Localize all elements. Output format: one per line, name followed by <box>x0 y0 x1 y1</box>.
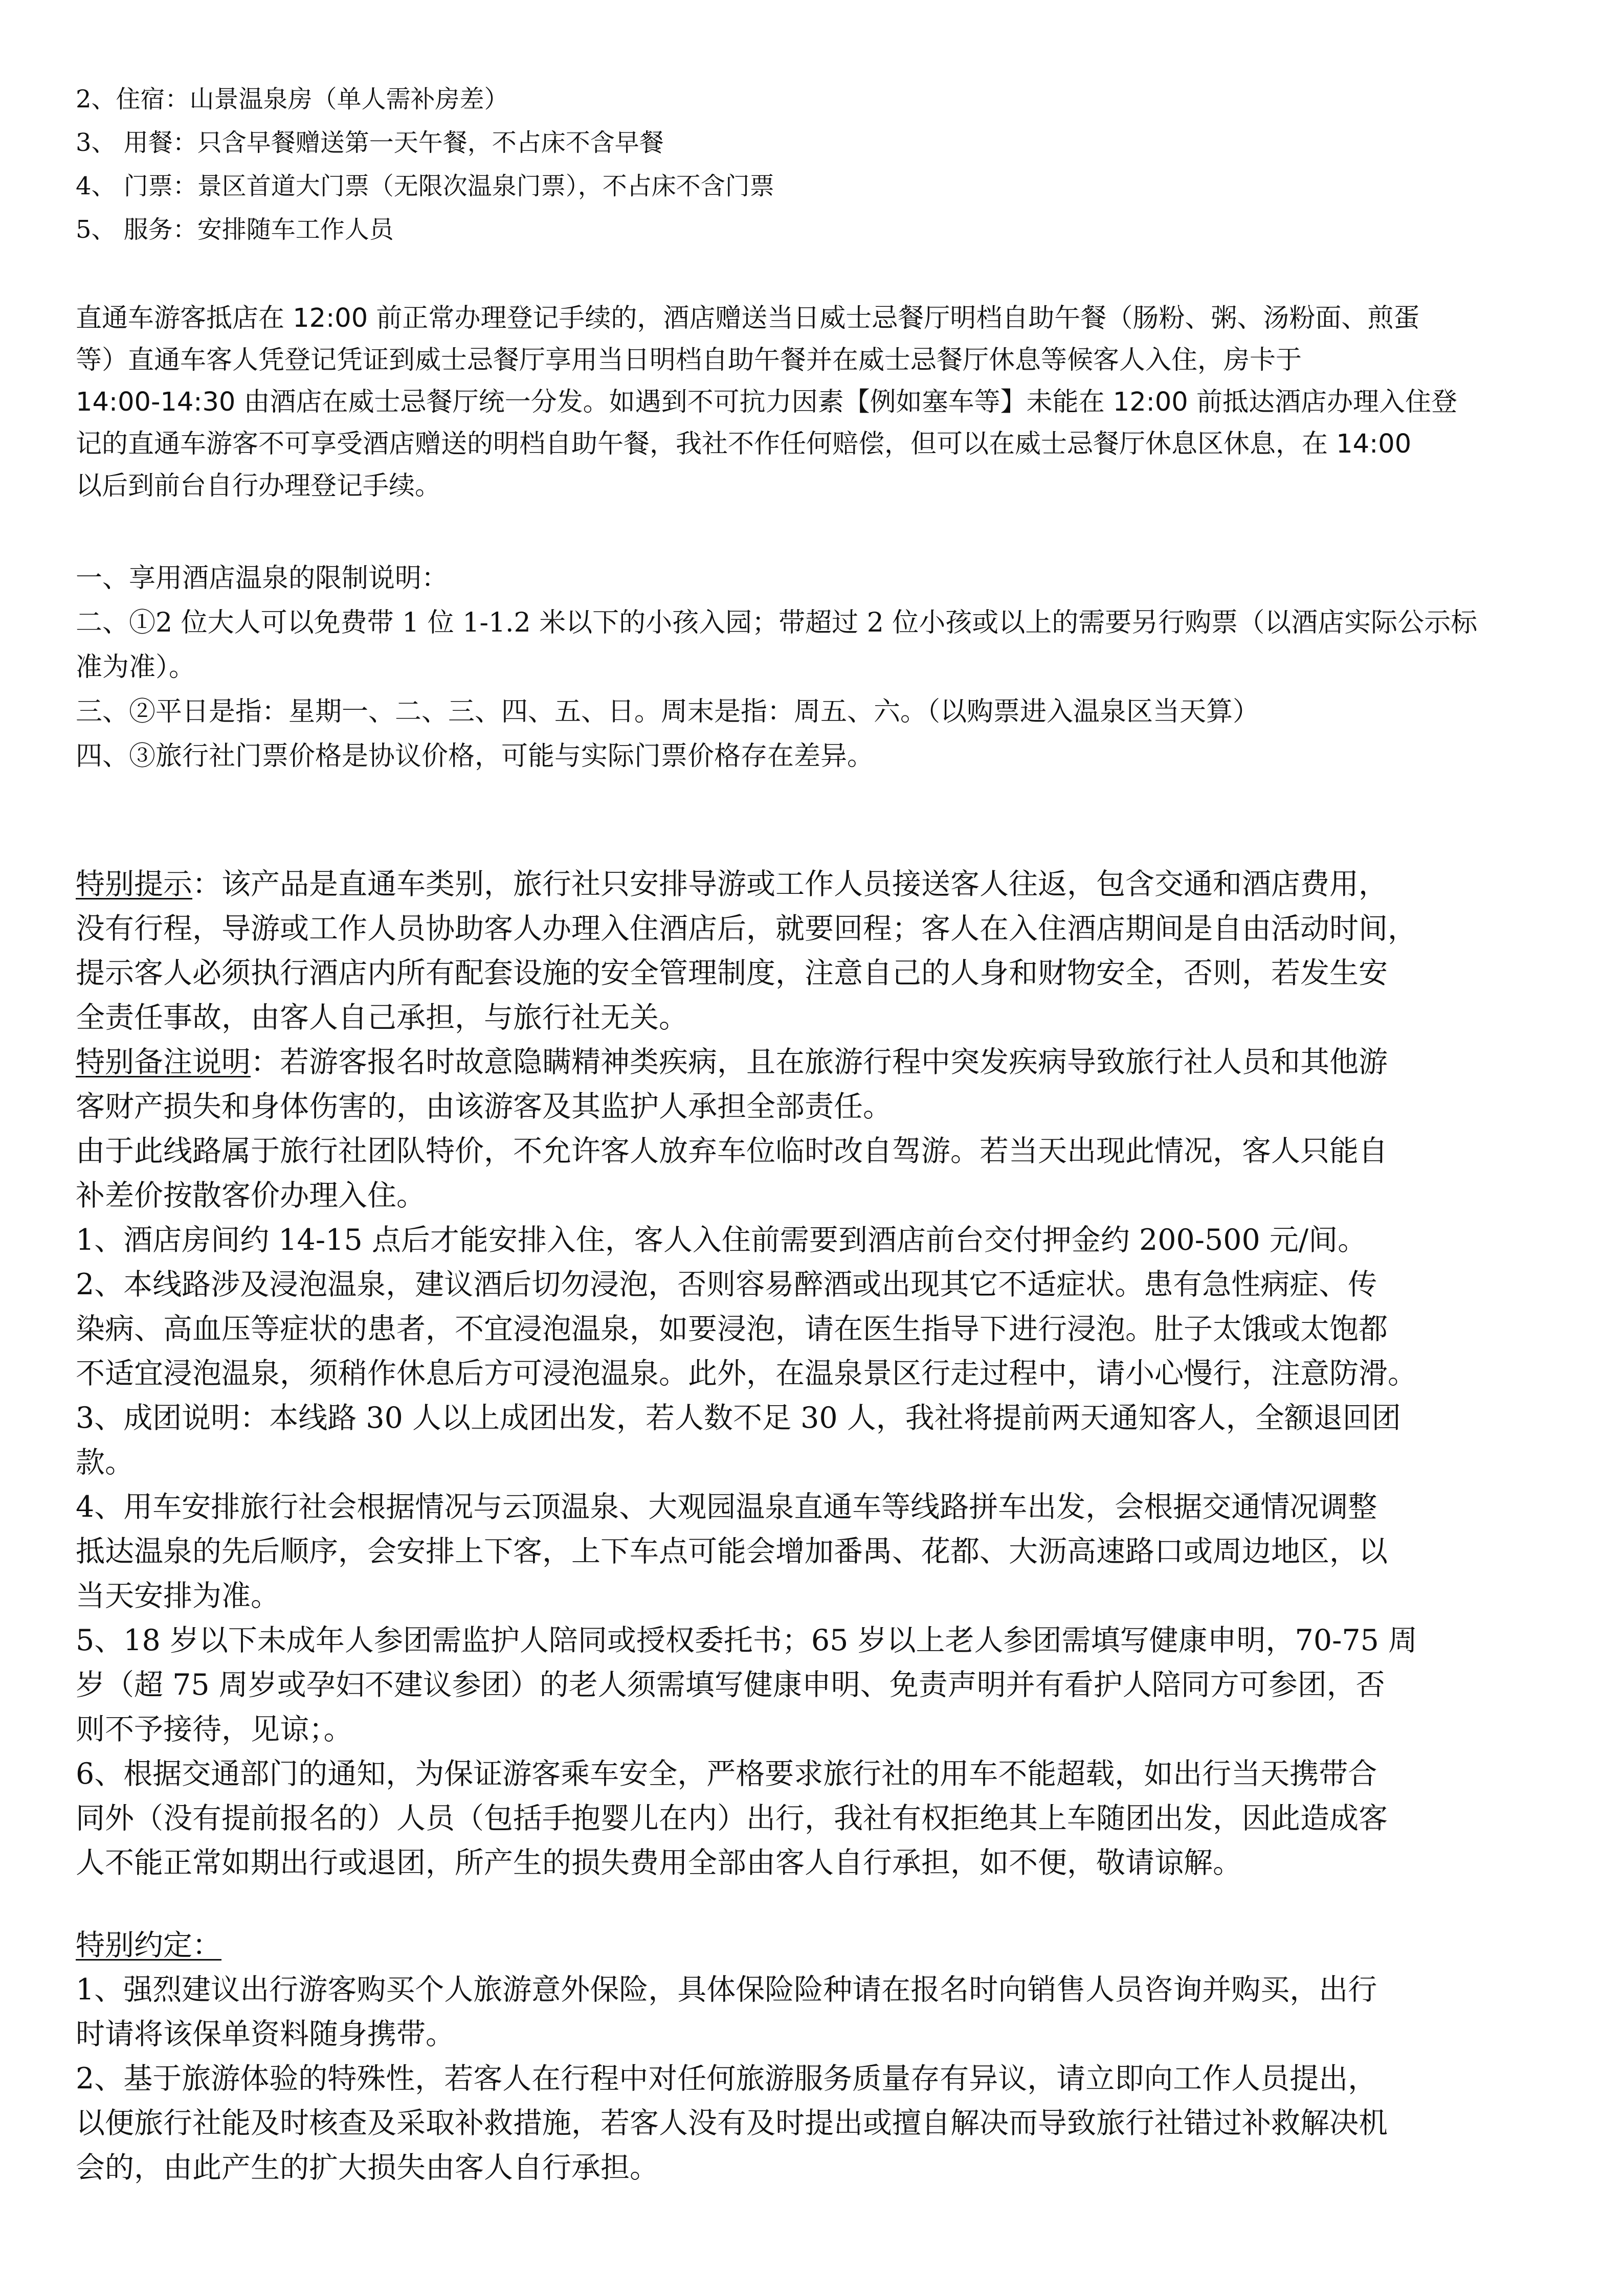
special-notice-heading: 特别提示 <box>76 867 192 901</box>
lunch-notice-line: 以后到前台自行办理登记手续。 <box>76 471 441 501</box>
special-remarks-text: ：若游客报名时故意隐瞒精神类疾病，且在旅游行程中突发疾病导致旅行社人员和其他游 <box>251 1045 1388 1079</box>
special-notice-line: 全责任事故，由客人自己承担，与旅行社无关。 <box>76 1001 688 1034</box>
special-remarks-line: 同外（没有提前报名的）人员（包括手抱婴儿在内）出行，我社有权拒绝其上车随团出发，因此造成客 <box>76 1802 1388 1835</box>
hot-spring-rule-line: 准为准）。 <box>76 652 196 683</box>
special-remarks-line: 染病、高血压等症状的患者，不宜浸泡温泉，如要浸泡，请在医生指导下进行浸泡。肚子太饿或太饱都 <box>76 1312 1388 1346</box>
special-remarks-line: 1、酒店房间约 14-15 点后才能安排入住，客人入住前需要到酒店前台交付押金约 200-500 元/间。 <box>76 1223 1367 1257</box>
special-remarks-line: 3、成团说明：本线路 30 人以上成团出发，若人数不足 30 人，我社将提前两天通知客人，全额退回团 <box>76 1401 1401 1435</box>
special-notice-text: ：该产品是直通车类别，旅行社只安排导游或工作人员接送客人往返，包含交通和酒店费用， <box>192 867 1388 901</box>
included-item: 4、 门票：景区首道大门票（无限次温泉门票），不占床不含门票 <box>76 172 774 200</box>
included-item: 5、 服务：安排随车工作人员 <box>76 215 394 244</box>
special-remarks-line: 4、用车安排旅行社会根据情况与云顶温泉、大观园温泉直通车等线路拼车出发，会根据交通情况调整 <box>76 1490 1377 1524</box>
special-agreement-line: 时请将该保单资料随身携带。 <box>76 2017 455 2051</box>
hot-spring-rule-line: 三、②平日是指：星期一、二、三、四、五、日。周末是指：周五、六。（以购票进入温泉区当天算） <box>76 696 1260 727</box>
special-remarks-line: 6、根据交通部门的通知，为保证游客乘车安全，严格要求旅行社的用车不能超载，如出行当天携带合 <box>76 1757 1377 1791</box>
special-remarks-line: 2、本线路涉及浸泡温泉，建议酒后切勿浸泡，否则容易醉酒或出现其它不适症状。患有急性病症、传 <box>76 1268 1377 1301</box>
special-remarks-line: 5、18 岁以下未成年人参团需监护人陪同或授权委托书；65 岁以上老人参团需填写健康申明，70-75 周 <box>76 1624 1417 1657</box>
special-remarks-heading: 特别备注说明 <box>76 1045 251 1079</box>
special-remarks-line: 岁（超 75 周岁或孕妇不建议参团）的老人须需填写健康申明、免责声明并有看护人陪同方可参团，否 <box>76 1668 1385 1702</box>
hot-spring-rule-line: 二、①2 位大人可以免费带 1 位 1-1.2 米以下的小孩入园；带超过 2 位小孩或以上的需要另行购票（以酒店实际公示标 <box>76 607 1478 638</box>
special-remarks-line: 由于此线路属于旅行社团队特价，不允许客人放弃车位临时改自驾游。若当天出现此情况，客人只能自 <box>76 1134 1388 1168</box>
special-remarks-line: 补差价按散客价办理入住。 <box>76 1179 426 1212</box>
special-agreement-line: 以便旅行社能及时核查及采取补救措施，若客人没有及时提出或擅自解决而导致旅行社错过补救解决机 <box>76 2106 1388 2140</box>
hot-spring-rule-line: 四、③旅行社门票价格是协议价格，可能与实际门票价格存在差异。 <box>76 741 874 772</box>
special-remarks-line: 当天安排为准。 <box>76 1579 280 1613</box>
special-agreement-heading: 特别约定： <box>76 1928 221 1962</box>
included-item: 3、 用餐：只含早餐赠送第一天午餐，不占床不含早餐 <box>76 128 664 157</box>
special-remarks-line: 不适宜浸泡温泉，须稍作休息后方可浸泡温泉。此外，在温泉景区行走过程中，请小心慢行，注意防滑。 <box>76 1357 1417 1390</box>
special-notice-line: 没有行程，导游或工作人员协助客人办理入住酒店后，就要回程；客人在入住酒店期间是自由活动时间， <box>76 912 1417 946</box>
special-remarks-line: 则不予接待，见谅；。 <box>76 1713 353 1746</box>
lunch-notice-line: 14:00-14:30 由酒店在威士忌餐厅统一分发。如遇到不可抗力因素【例如塞车等】未能在 12:00 前抵达酒店办理入住登 <box>76 387 1457 417</box>
special-agreement-line: 1、强烈建议出行游客购买个人旅游意外保险，具体保险险种请在报名时向销售人员咨询并购买，出行 <box>76 1973 1377 2007</box>
special-agreement-line: 会的，由此产生的扩大损失由客人自行承担。 <box>76 2151 659 2185</box>
special-notice-first-line <box>76 861 1388 903</box>
special-agreement-heading-line <box>76 1922 221 1964</box>
special-remarks-line: 抵达温泉的先后顺序，会安排上下客，上下车点可能会增加番禺、花都、大沥高速路口或周边地区，以 <box>76 1535 1388 1568</box>
lunch-notice-line: 直通车游客抵店在 12:00 前正常办理登记手续的，酒店赠送当日威士忌餐厅明档自助午餐（肠粉、粥、汤粉面、煎蛋 <box>76 303 1420 333</box>
included-item: 2、住宿：山景温泉房（单人需补房差） <box>76 85 509 114</box>
special-remarks-line: 客财产损失和身体伤害的，由该游客及其监护人承担全部责任。 <box>76 1090 892 1123</box>
special-remarks-first-line <box>76 1039 1388 1081</box>
hot-spring-rule-line: 一、享用酒店温泉的限制说明： <box>76 563 449 594</box>
special-remarks-line: 人不能正常如期出行或退团，所产生的损失费用全部由客人自行承担，如不便，敬请谅解。 <box>76 1846 1242 1880</box>
special-remarks-line: 款。 <box>76 1446 134 1479</box>
lunch-notice-line: 记的直通车游客不可享受酒店赠送的明档自助午餐，我社不作任何赔偿，但可以在威士忌餐厅休息区休息，在 14:00 <box>76 429 1412 459</box>
special-agreement-line: 2、基于旅游体验的特殊性，若客人在行程中对任何旅游服务质量存有异议，请立即向工作人员提出， <box>76 2062 1377 2096</box>
lunch-notice-line: 等）直通车客人凭登记凭证到威士忌餐厅享用当日明档自助午餐并在威士忌餐厅休息等候客人入住，房卡于 <box>76 345 1302 375</box>
special-notice-line: 提示客人必须执行酒店内所有配套设施的安全管理制度，注意自己的人身和财物安全，否则，若发生安 <box>76 956 1388 990</box>
